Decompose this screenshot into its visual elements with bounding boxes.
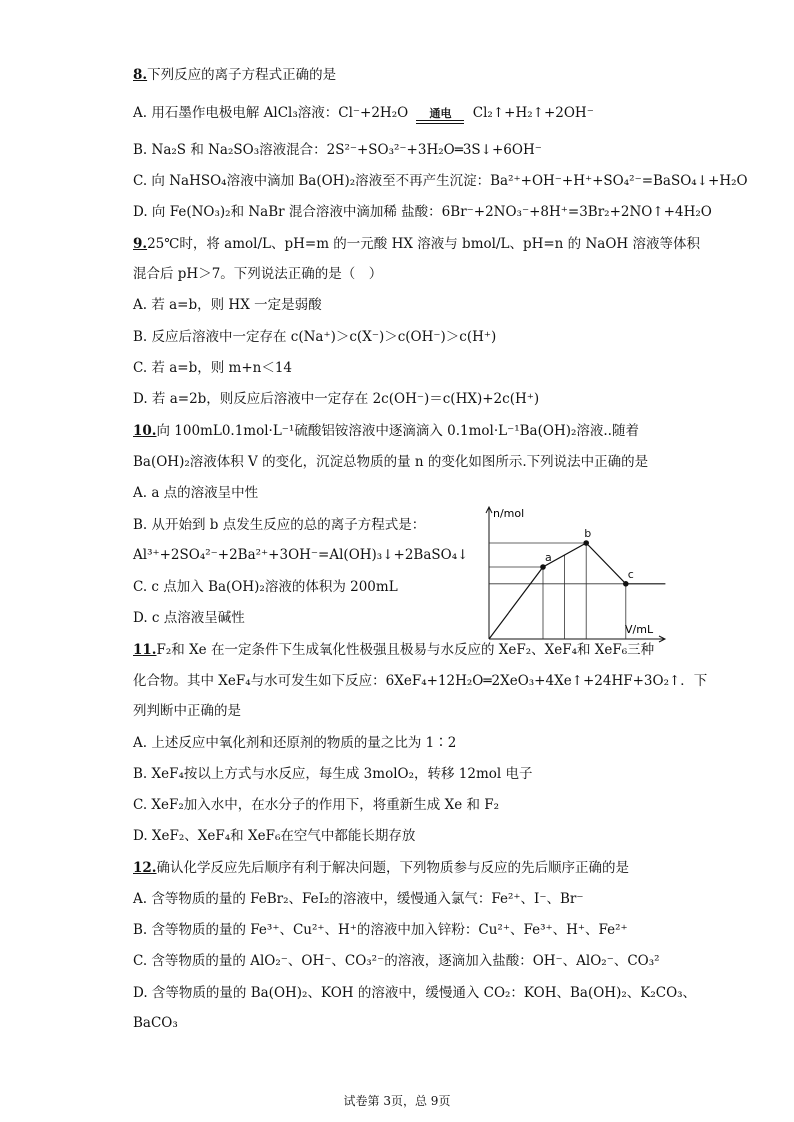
q12-option-d: D. 含等物质的量的 Ba(OH)₂、KOH 的溶液中，缓慢通入 CO₂：KOH、Ba(OH)₂、K₂CO₃、 <box>133 985 697 1001</box>
q10-option-d: D. c 点溶液呈碱性 <box>133 610 245 626</box>
q8-stem-text: 下列反应的离子方程式正确的是 <box>147 67 337 83</box>
q8-a-prefix: A. 用石墨作电极电解 AlCl₃溶液：Cl⁻+2H₂O <box>133 105 409 121</box>
x-axis-label: V/mL <box>625 623 654 636</box>
q9-option-d: D. 若 a=2b，则反应后溶液中一定存在 2c(OH⁻)＝c(HX)+2c(H⁺) <box>133 391 540 407</box>
q11-number: 11. <box>133 642 157 658</box>
q12-option-a: A. 含等物质的量的 FeBr₂、FeI₂的溶液中，缓慢通入氯气：Fe²⁺、I⁻、Br⁻ <box>133 891 584 907</box>
q12-option-b: B. 含等物质的量的 Fe³⁺、Cu²⁺、H⁺的溶液中加入锌粉：Cu²⁺、Fe³⁺、H⁺、Fe²⁺ <box>133 922 628 938</box>
q10-option-b: B. 从开始到 b 点发生反应的总的离子方程式是： <box>133 517 426 533</box>
q12-number: 12. <box>133 860 157 876</box>
q11-stem-2: 化合物。其中 XeF₄与水可发生如下反应：6XeF₄+12H₂O═2XeO₃+4Xe↑+24HF+3O₂↑．下 <box>133 673 708 689</box>
q8-option-c: C. 向 NaHSO₄溶液中滴加 Ba(OH)₂溶液至不再产生沉淀：Ba²⁺+OH⁻+H⁺+SO₄²⁻=BaSO₄↓+H₂O <box>133 173 748 189</box>
q9-option-c: C. 若 a=b，则 m+n＜14 <box>133 360 293 376</box>
double-bar <box>416 120 464 124</box>
q9-option-b: B. 反应后溶液中一定存在 c(Na⁺)＞c(X⁻)＞c(OH⁻)＞c(H⁺) <box>133 329 497 345</box>
q11-stem-1-text: F₂和 Xe 在一定条件下生成氧化性极强且极易与水反应的 XeF₂、XeF₄和 XeF₆三种 <box>156 642 655 658</box>
q10-number: 10. <box>133 423 157 439</box>
electrolysis-arrow <box>412 108 468 124</box>
q11-option-a: A. 上述反应中氧化剂和还原剂的物质的量之比为 1∶2 <box>133 735 457 751</box>
q11-option-c: C. XeF₂加入水中，在水分子的作用下，将重新生成 Xe 和 F₂ <box>133 797 500 813</box>
point-b <box>583 540 589 546</box>
q8-option-b: B. Na₂S 和 Na₂SO₃溶液混合：2S²⁻+SO₃²⁻+3H₂O═3S↓+6OH⁻ <box>133 142 542 158</box>
q11-option-d: D. XeF₂、XeF₄和 XeF₆在空气中都能长期存放 <box>133 828 416 844</box>
chart-svg <box>475 495 675 645</box>
q10-stem-2: Ba(OH)₂溶液体积 V 的变化，沉淀总物质的量 n 的变化如图所示.下列说法中正确的是 <box>133 454 649 470</box>
q8-a-suffix: Cl₂↑+H₂↑+2OH⁻ <box>472 105 594 121</box>
y-axis-label: n/mol <box>493 507 525 520</box>
q11-option-b: B. XeF₄按以上方式与水反应，每生成 3molO₂，转移 12mol 电子 <box>133 766 533 782</box>
q11-stem-1 <box>133 641 654 659</box>
q12-stem <box>133 859 629 877</box>
label-a: a <box>545 551 552 564</box>
q11-stem-3: 列判断中正确的是 <box>133 703 241 719</box>
point-a <box>540 564 546 570</box>
q12-stem-text: 确认化学反应先后顺序有利于解决问题，下列物质参与反应的先后顺序正确的是 <box>156 860 629 876</box>
label-b: b <box>584 527 592 540</box>
q12-option-d-cont: BaCO₃ <box>133 1015 178 1031</box>
q8-number: 8. <box>133 67 148 83</box>
q9-option-a: A. 若 a=b，则 HX 一定是弱酸 <box>133 297 322 313</box>
q9-number: 9. <box>133 236 148 252</box>
q10-stem-1-text: 向 100mL0.1mol·L⁻¹硫酸铝铵溶液中逐滴滴入 0.1mol·L⁻¹Ba(OH)₂溶液..随着 <box>156 423 639 439</box>
q10-option-c: C. c 点加入 Ba(OH)₂溶液的体积为 200mL <box>133 579 398 595</box>
q9-stem-1 <box>133 235 700 253</box>
q9-stem-2: 混合后 pH＞7。下列说法正确的是（ ） <box>133 266 383 282</box>
q8-stem <box>133 66 336 84</box>
q8-option-a <box>133 104 594 124</box>
label-c: c <box>627 567 634 581</box>
q10-stem-1 <box>133 422 639 440</box>
point-c <box>623 581 629 587</box>
q10-option-b-equation: Al³⁺+2SO₄²⁻+2Ba²⁺+3OH⁻=Al(OH)₃↓+2BaSO₄↓ <box>133 547 469 563</box>
electrolysis-label: 通电 <box>429 107 452 120</box>
q10-option-a: A. a 点的溶液呈中性 <box>133 485 259 501</box>
page-footer: 试卷第 3页，总 9页 <box>343 1094 451 1108</box>
q12-option-c: C. 含等物质的量的 AlO₂⁻、OH⁻、CO₃²⁻的溶液，逐滴加入盐酸：OH⁻、AlO₂⁻、CO₃² <box>133 953 660 969</box>
q9-stem-1-text: 25℃时，将 amol/L、pH=m 的一元酸 HX 溶液与 bmol/L、pH=n 的 NaOH 溶液等体积 <box>147 236 700 252</box>
precipitate-chart <box>475 495 675 645</box>
q8-option-d: D. 向 Fe(NO₃)₂和 NaBr 混合溶液中滴加稀 盐酸：6Br⁻+2NO₃⁻+8H⁺=3Br₂+2NO↑+4H₂O <box>133 204 712 220</box>
